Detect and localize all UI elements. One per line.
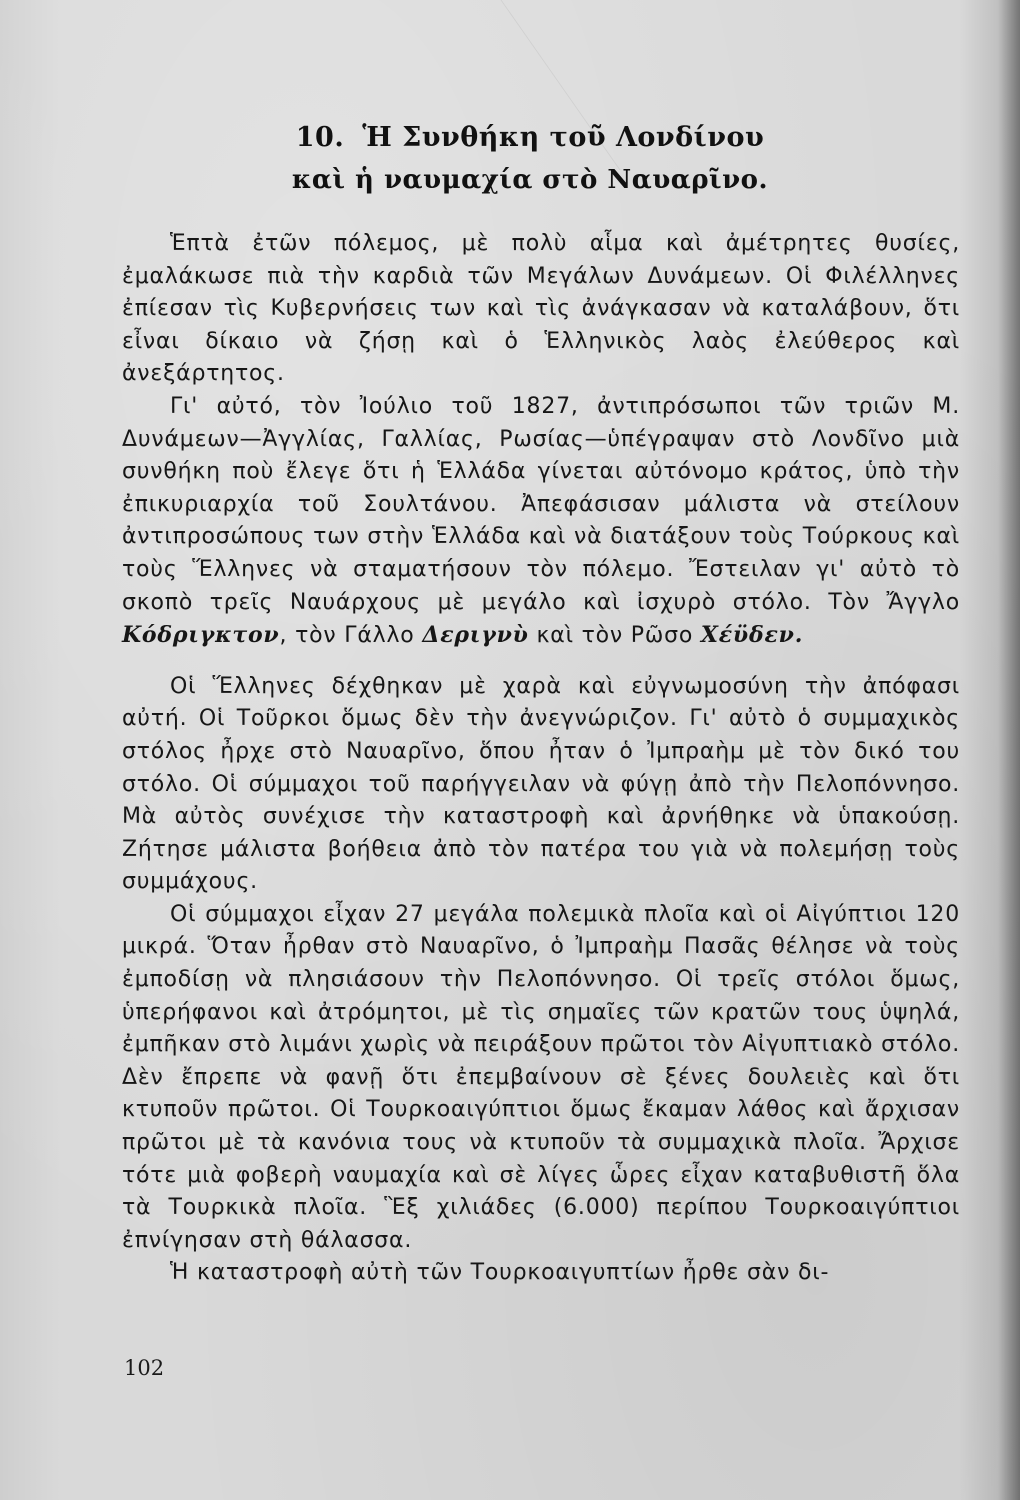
- paragraph-5: Ἡ καταστροφὴ αὐτὴ τῶν Τουρκοαιγυπτίων ἦρθε σὰν δι-: [170, 1260, 830, 1286]
- paragraph-2-joiner-2: καὶ τὸν Ρῶσο: [528, 623, 701, 649]
- admiral-name-de-rigny: Δεριγνὺ: [422, 622, 529, 649]
- chapter-title: Ἡ Συνθήκη τοῦ Λονδίνου: [362, 122, 765, 153]
- body-text: [122, 228, 960, 1290]
- paragraph-3: Οἱ Ἕλληνες δέχθηκαν μὲ χαρὰ καὶ εὐγνωμοσύνη τὴν ἀπόφασι αὐτή. Οἱ Τοῦρκοι ὅμως δὲν τὴν ἀνεγνώριζον. Γι' αὐτὸ ὁ συμμαχικὸς στόλος ἦρχε στὸ Ναυαρῖνο, ὅπου ἦταν ὁ Ἰμπραὴμ μὲ τὸν δικό του στόλο. Οἱ σύμμαχοι τοῦ παρήγγειλαν νὰ φύγῃ ἀπὸ τὴν Πελοπόννησο. Μὰ αὐτὸς συνέχισε τὴν καταστροφὴ καὶ ἀρνήθηκε νὰ ὑπακούσῃ. Ζήτησε μάλιστα βοήθεια ἀπὸ τὸν πατέρα του γιὰ νὰ πολεμήσῃ τοὺς συμμάχους.: [122, 673, 960, 895]
- page-edge-shadow: [998, 0, 1020, 1500]
- chapter-heading-line2: καὶ ἡ ναυμαχία στὸ Ναυαρῖνο.: [291, 165, 769, 195]
- paragraph-4: Οἱ σύμμαχοι εἶχαν 27 μεγάλα πολεμικὰ πλοῖα καὶ οἱ Αἰγύπτιοι 120 μικρά. Ὅταν ἦρθαν στὸ Ναυαρῖνο, ὁ Ἰμπραὴμ Πασᾶς θέλησε νὰ τοὺς ἐμποδίσῃ νὰ πλησιάσουν τὴν Πελοπόννησο. Οἱ τρεῖς στόλοι ὅμως, ὑπερήφανοι καὶ ἀτρόμητοι, μὲ τὶς σημαῖες τῶν κρατῶν τους ὑψηλά, ἐμπῆκαν στὸ λιμάνι χωρὶς νὰ πειράξουν πρῶτοι τὸν Αἰγυπτιακὸ στόλο. Δὲν ἔπρεπε νὰ φανῇ ὅτι ἐπεμβαίνουν σὲ ξένες δουλειὲς καὶ ὅτι κτυποῦν πρῶτοι. Οἱ Τουρκοαιγύπτιοι ὅμως ἔκαμαν λάθος καὶ ἄρχισαν πρῶτοι μὲ τὰ κανόνια τους νὰ κτυποῦν τὰ συμμαχικὰ πλοῖα. Ἄρχισε τότε μιὰ φοβερὴ ναυμαχία καὶ σὲ λίγες ὧρες εἶχαν καταβυθιστῆ ὅλα τὰ Τουρκικὰ πλοῖα. Ἓξ χιλιάδες (6.000) περίπου Τουρκοαιγύπτιοι ἐπνίγησαν στὴ θάλασσα.: [122, 901, 960, 1253]
- paragraph-2-joiner-1: , τὸν Γάλλο: [279, 623, 423, 649]
- chapter-heading-line1: [0, 122, 1020, 153]
- paragraph-2-text: Γι' αὐτό, τὸν Ἰούλιο τοῦ 1827, ἀντιπρόσωποι τῶν τριῶν Μ. Δυνάμεων—Ἀγγλίας, Γαλλίας, Ρωσίας—ὑπέγραψαν στὸ Λονδῖνο μιὰ συνθήκη ποὺ ἔλεγε ὅτι ἡ Ἑλλάδα γίνεται αὐτόνομο κράτος, ὑπὸ τὴν ἐπικυριαρχία τοῦ Σουλτάνου. Ἀπεφάσισαν μάλιστα νὰ στείλουν ἀντιπροσώπους των στὴν Ἑλλάδα καὶ νὰ διατάξουν τοὺς Τούρκους καὶ τοὺς Ἕλληνες νὰ σταματήσουν τὸν πόλεμο. Ἔστειλαν γι' αὐτὸ τὸ σκοπὸ τρεῖς Ναυάρχους μὲ μεγάλο καὶ ἰσχυρὸ στόλο. Τὸν Ἄγγλο: [122, 393, 960, 615]
- paragraph-1: Ἑπτὰ ἐτῶν πόλεμος, μὲ πολὺ αἷμα καὶ ἀμέτρητες θυσίες, ἐμαλάκωσε πιὰ τὴν καρδιὰ τῶν Μεγάλων Δυνάμεων. Οἱ Φιλέλληνες ἐπίεσαν τὶς Κυβερνήσεις των καὶ τὶς ἀνάγκασαν νὰ καταλάβουν, ὅτι εἶναι δίκαιο νὰ ζήσῃ καὶ ὁ Ἑλληνικὸς λαὸς ἐλεύθερος καὶ ἀνεξάρτητος.: [122, 231, 960, 387]
- paragraph-2: [122, 391, 960, 653]
- chapter-number: 10.: [295, 122, 345, 153]
- page-number: 102: [124, 1356, 165, 1380]
- admiral-name-codrington: Κόδριγκτον: [122, 622, 280, 649]
- admiral-name-heyden: Χέϋδεν.: [700, 622, 804, 649]
